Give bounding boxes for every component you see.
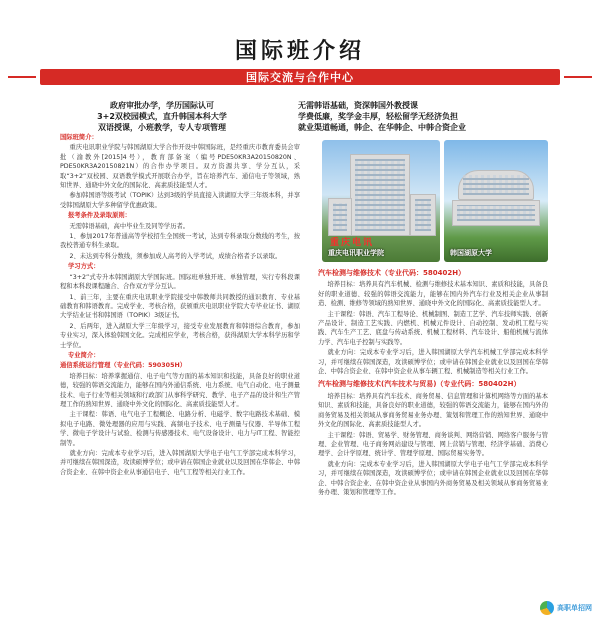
major-paragraph: 培养目标：培养具有汽车技术、商务贸易、信息管理和计算机网络等方面的基本知识、素质和技能，具备良好的职业道德，较强的韩语交流能力，能够在国内外的商务贸易及相关领域从事商务贸易业务办理、策划和管理工作的熟知世界、通晓中外文化的国际化、高素质技能型人才。 xyxy=(318,392,548,429)
major-paragraph: 培养目标：培养具有汽车机械、检测与维修技术基本知识、素质和技能，具备良好的职业道德、较强的韩语交流能力，能够在国内外汽车行业及相关企业从事制造、检测、维修等领域的熟知世界、通晓中外文化的国际化、高素质技能型人才。 xyxy=(318,281,548,308)
apply-paragraph: 1、参加2017年普通高等学校招生全国统一考试，达到专科录取分数线的考生，按我校普通专科生录取。 xyxy=(60,233,300,250)
section-header xyxy=(40,69,560,85)
section-header-label: 国际交流与合作中心 xyxy=(246,71,354,84)
slogan-line: 双语授课，小班教学，专人专项管理 xyxy=(98,123,226,132)
major-paragraph: 就业方向：完成本专业学习后，进入韩国湖原大学电子电气工学部完成本科学习，并可继续在韩国深造，攻读硕博学位；或申请在韩国企业就业以及回国在华韩企、中韩合资企业、在韩中资企业从事通信电子、电气工程等相关行业工作。 xyxy=(60,450,300,476)
building-shape xyxy=(452,200,540,226)
intro-heading: 国际班简介： xyxy=(60,134,98,141)
building-shape xyxy=(350,154,410,236)
watermark-text: 高职单招网 xyxy=(557,604,592,612)
building-shape xyxy=(410,194,436,236)
slogan-right xyxy=(298,100,560,133)
intro-paragraph: 参加韩国语等级考试（TOPIK）达到3级的学员直接入读湖原大学三年级本科，并享受韩国湖原大学多种留学优惠政策。 xyxy=(60,192,300,209)
slogan-line: 3+2双校园模式，直升韩国本科大学 xyxy=(97,112,227,121)
major-paragraph: 就业方向：完成本专业学习后，进入韩国湖原大学汽车机械工学部完成本科学习，并可继续在韩国深造，攻读硕博学位；或申请在韩国企业就业以及回国在华韩企、中韩合资企业、在韩中资企业从事车辆工程、机械制造等相关行业工作。 xyxy=(318,349,548,376)
apply-paragraph: 2、未达到专科分数线，须参加成人高考的入学考试，成绩合格者予以录取。 xyxy=(69,252,282,260)
header-deco-left xyxy=(8,76,36,78)
major-paragraph: 主干课程：韩语、汽车工程导论、机械制图、制造工艺学、汽车技师实践、创新产品设计、制造工艺实践、内燃机、机械元件设计、自动控制、发动机工程与实践、汽车生产工艺、底盘与传动系统、机械工程材料、汽车设计、船舶机械与流体力学、汽车电子控制与实践等。 xyxy=(318,310,548,346)
intro-paragraph: 重庆电讯职业学院与韩国湖原大学合作开设中韩国际班，是经重庆市教育委员会审批（渝教外[2015]4号），教育部备案（编号PDE50KR3A20150820N、PDE50KR3A20150821N）的合作办学项目。双方资源共享、学分互认，采取“3+2”双校园、双语教学模式开展联合办学，旨在培养汽车、通信电子等领域，熟知世界、通晓中外文化的国际化、高素质技能型人才。 xyxy=(60,144,300,190)
right-column xyxy=(318,265,548,498)
photo-caption: 重庆电讯职业学院 xyxy=(328,249,384,257)
slogan-left xyxy=(42,100,282,133)
major-heading: 专业简介： xyxy=(68,351,100,359)
major-title-telecom: 通信系统运行管理（专业代码：590305H） xyxy=(60,362,187,370)
study-paragraph: 1、前三年，主要在重庆电讯职业学院接受中韩教师共同教授的通识教育、专业基础教育和韩语教育。完成学业、考核合格，获颁重庆电讯职业学院大专毕业证书、湖原大学结业证书和韩国语（TOPIK）3级证书。 xyxy=(60,293,300,320)
apply-condition: 无需韩语基础，高中毕业生及同等学历者。 xyxy=(69,222,190,230)
photo-stamp-text: 重庆电讯 xyxy=(330,238,375,248)
slogan-line: 无需韩语基础，资深韩国外教授课 xyxy=(298,101,418,110)
watermark xyxy=(540,601,592,615)
header-deco-right xyxy=(564,76,592,78)
watermark-logo-icon xyxy=(540,601,554,615)
apply-heading: 报考条件及录取原则： xyxy=(68,212,131,220)
major-title-auto-trade: 汽车检测与维修技术(汽车技术与贸易)（专业代码：580402H） xyxy=(318,380,521,389)
study-paragraph: 2、后两年，进入湖原大学三年级学习，接受专业发展教育和韩语综合教育，参加专业实习，深入体验韩国文化。完成相应学业，考核合格，获得湖原大学本科学历和学士学位。 xyxy=(60,322,300,349)
major-paragraph: 培养目标：培养掌握通信、电子电气等方面的基本知识和技能，具备良好的职业道德，较强的韩语交流能力，能够在国内外通信系统、电力系统、电气自动化、电子测量技术、电子行业等相关领域和行政部门从事科学研究、教学、电子产品的设计和生产管理工作的熟知世界、通晓中外文化的国际化、高素质技能型人才。 xyxy=(60,372,300,408)
page-title: 国际班介绍 xyxy=(234,39,365,64)
major-paragraph: 主干课程：韩语、电气电子工程概论、电路分析、电磁学、数字电路技术基础、模拟电子电路、微处理器的应用与实践、高频电子技术、电子测量与仪器、半导体工程学、微电子学设计与试验、检测与传感器技术、电气设备设计、电力与IT工程、智能控制等。 xyxy=(60,411,300,447)
building-shape xyxy=(328,198,352,236)
slogan-line: 就业渠道畅通，韩企、在华韩企、中韩合资企业 xyxy=(298,123,466,132)
major-paragraph: 就业方向：完成本专业学习后，进入韩国湖原大学电子电气工学部完成本科学习，并可继续在韩国深造，攻读硕博学位；或申请在韩国企业就业以及回国在华韩企、中韩合资企业、在韩中资企业从事国内外商务贸易及相关领域从事商务贸易业务办理、策划和管理等工作。 xyxy=(318,460,548,496)
major-paragraph: 主干课程：韩语、贸易学、财务管理、商务谈判、网络营销、网络客户服务与管理、企业管理、电子商务网站建设与管理、网上营销与管理、经济学基础、消费心理学、会计学原理、统计学、管理学原理、国际贸易实务等。 xyxy=(318,431,548,458)
slogan-line: 政府审批办学，学历国际认可 xyxy=(110,101,214,110)
campus-photo-korea xyxy=(444,140,548,262)
campus-photo-chongqing xyxy=(322,140,440,262)
study-paragraph: “3+2”式专升本韩国湖原大学国际班。国际班单独开班、单独管理，实行专科段课程和本科段课程融合、合作双方学分互认。 xyxy=(60,273,300,291)
photo-caption: 韩国湖原大学 xyxy=(450,249,492,257)
major-title-auto: 汽车检测与维修技术（专业代码：580402H） xyxy=(318,269,466,277)
study-heading: 学习方式： xyxy=(68,263,100,271)
slogan-line: 学费低廉，奖学金丰厚，轻松留学无经济负担 xyxy=(298,112,458,121)
left-column xyxy=(60,132,300,478)
building-shape xyxy=(458,170,534,200)
